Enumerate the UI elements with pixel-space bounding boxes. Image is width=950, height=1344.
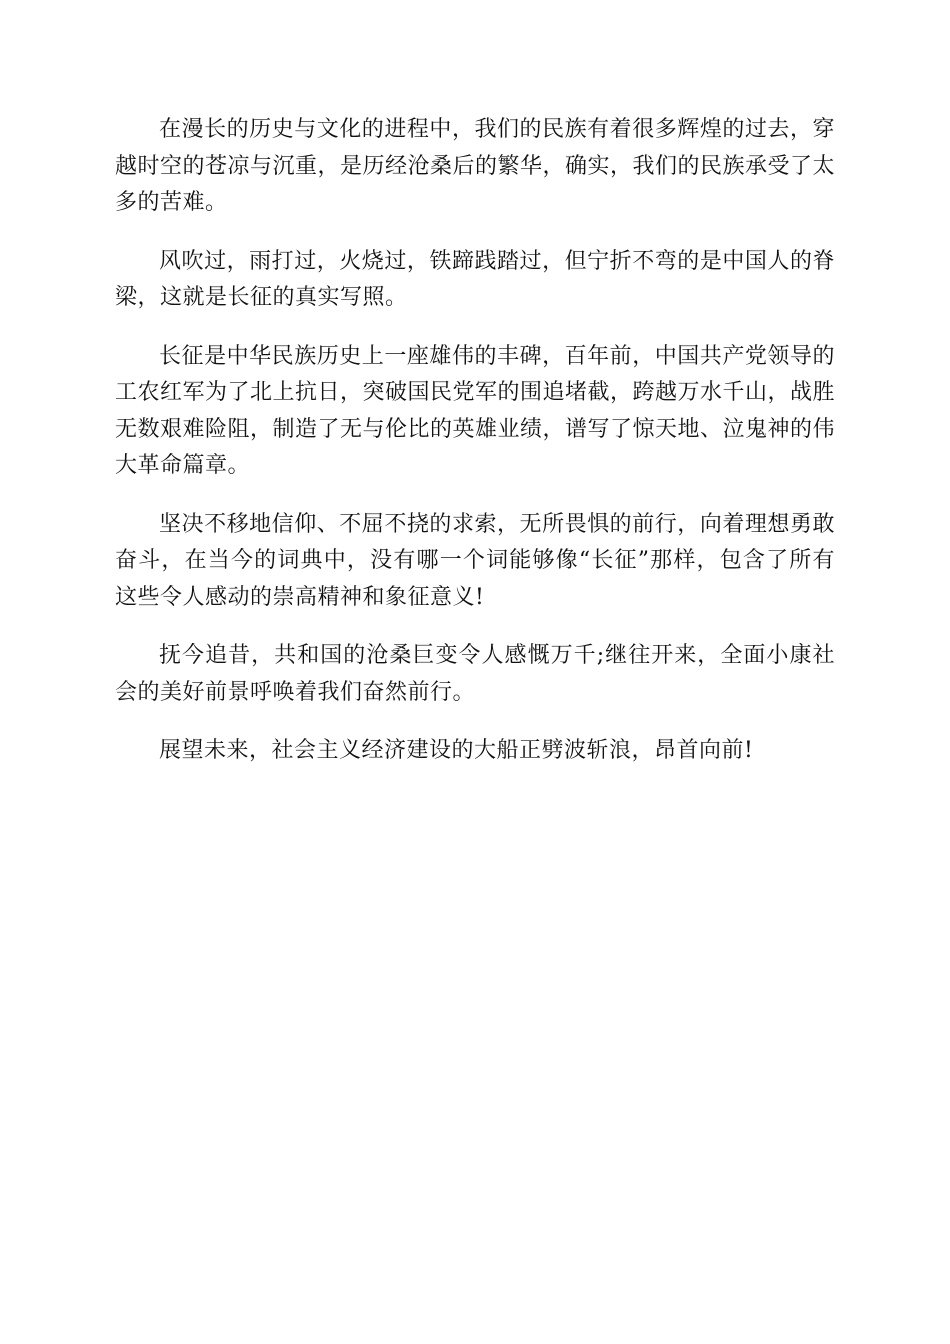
paragraph-2: 风吹过，雨打过，火烧过，铁蹄践踏过，但宁折不弯的是中国人的脊梁，这就是长征的真实写照。 xyxy=(115,248,835,310)
paragraph-4: 坚决不移地信仰、不屈不挠的求索，无所畏惧的前行，向着理想勇敢奋斗，在当今的词典中，没有哪一个词能够像“长征”那样，包含了所有这些令人感动的崇高精神和象征意义! xyxy=(115,511,835,610)
document-body xyxy=(115,112,835,792)
paragraph-1: 在漫长的历史与文化的进程中，我们的民族有着很多辉煌的过去，穿越时空的苍凉与沉重，是历经沧桑后的繁华，确实，我们的民族承受了太多的苦难。 xyxy=(115,117,836,215)
paragraph-6: 展望未来，社会主义经济建设的大船正劈波斩浪，昂首向前! xyxy=(159,738,754,763)
paragraph-5: 抚今追昔，共和国的沧桑巨变令人感慨万千;继往开来，全面小康社会的美好前景呼唤着我们奋然前行。 xyxy=(115,643,835,705)
paragraph-3: 长征是中华民族历史上一座雄伟的丰碑，百年前，中国共产党领导的工农红军为了北上抗日，突破国民党军的围追堵截，跨越万水千山，战胜无数艰难险阻，制造了无与伦比的英雄业绩，谱写了惊天地、泣鬼神的伟大革命篇章。 xyxy=(115,343,836,478)
